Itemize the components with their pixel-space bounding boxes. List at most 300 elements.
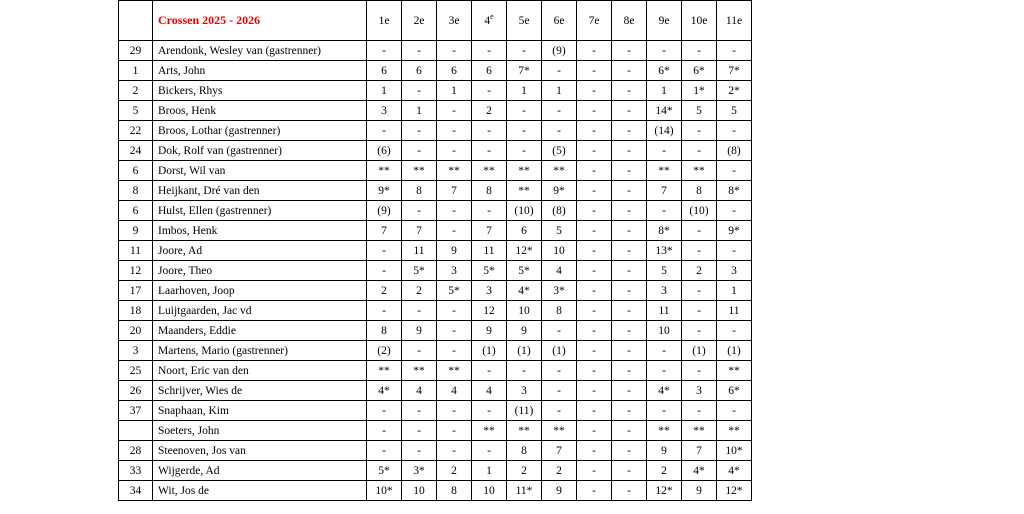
result-cell-race-6: - [542,381,577,401]
points-cell: 18 [119,301,153,321]
result-cell-race-1: (9) [367,201,402,221]
result-cell-race-5: 2 [507,461,542,481]
rider-name-cell: Dok, Rolf van (gastrenner) [153,141,367,161]
result-cell-race-3: - [437,201,472,221]
result-cell-race-5: 4* [507,281,542,301]
result-cell-race-5: 6 [507,221,542,241]
result-cell-race-9: 3 [647,281,682,301]
result-cell-race-8: - [612,441,647,461]
race-header-3: 3e [437,1,472,41]
race-header-6: 6e [542,1,577,41]
result-cell-race-10: - [682,361,717,381]
race-header-8: 8e [612,1,647,41]
result-cell-race-5: - [507,141,542,161]
result-cell-race-6: 1 [542,81,577,101]
result-cell-race-10: - [682,121,717,141]
result-cell-race-2: - [402,141,437,161]
result-cell-race-9: - [647,201,682,221]
result-cell-race-3: - [437,121,472,141]
header-row [119,1,752,41]
rider-name-cell: Wijgerde, Ad [153,461,367,481]
points-cell: 37 [119,401,153,421]
result-cell-race-7: - [577,261,612,281]
points-cell: 6 [119,161,153,181]
points-cell: 20 [119,321,153,341]
table-row [119,141,752,161]
result-cell-race-4: - [472,41,507,61]
result-cell-race-5: 3 [507,381,542,401]
race-header-5: 5e [507,1,542,41]
result-cell-race-4: - [472,121,507,141]
result-cell-race-4: - [472,441,507,461]
result-cell-race-8: - [612,321,647,341]
result-cell-race-5: 5* [507,261,542,281]
result-cell-race-9: 13* [647,241,682,261]
points-cell: 22 [119,121,153,141]
rider-name-cell: Snaphaan, Kim [153,401,367,421]
result-cell-race-8: - [612,221,647,241]
result-cell-race-4: 6 [472,61,507,81]
points-cell: 24 [119,141,153,161]
points-cell: 6 [119,201,153,221]
result-cell-race-1: ** [367,161,402,181]
result-cell-race-2: 8 [402,181,437,201]
result-cell-race-8: - [612,401,647,421]
points-cell: 5 [119,101,153,121]
result-cell-race-4: (1) [472,341,507,361]
rider-name-cell: Schrijver, Wies de [153,381,367,401]
result-cell-race-11: 8* [717,181,752,201]
table-row [119,461,752,481]
rider-name-cell: Luijtgaarden, Jac vd [153,301,367,321]
rider-name-cell: Wit, Jos de [153,481,367,501]
result-cell-race-2: 4 [402,381,437,401]
result-cell-race-4: - [472,201,507,221]
result-cell-race-7: - [577,241,612,261]
result-cell-race-8: - [612,261,647,281]
result-cell-race-10: 9 [682,481,717,501]
result-cell-race-1: 1 [367,81,402,101]
result-cell-race-9: 14* [647,101,682,121]
rider-name-cell: Joore, Theo [153,261,367,281]
result-cell-race-4: 5* [472,261,507,281]
table-row [119,301,752,321]
table-row [119,201,752,221]
result-cell-race-3: ** [437,361,472,381]
table-body [119,41,752,501]
result-cell-race-5: 7* [507,61,542,81]
result-cell-race-10: - [682,401,717,421]
result-cell-race-9: - [647,41,682,61]
rider-name-cell: Dorst, Wil van [153,161,367,181]
points-cell: 34 [119,481,153,501]
result-cell-race-6: 3* [542,281,577,301]
result-cell-race-6: 4 [542,261,577,281]
result-cell-race-8: - [612,361,647,381]
result-cell-race-5: - [507,41,542,61]
result-cell-race-7: - [577,181,612,201]
result-cell-race-3: - [437,441,472,461]
table-title: Crossen 2025 - 2026 [153,1,367,41]
result-cell-race-8: - [612,141,647,161]
result-cell-race-2: 10 [402,481,437,501]
points-cell: 29 [119,41,153,61]
result-cell-race-1: 4* [367,381,402,401]
result-cell-race-3: ** [437,161,472,181]
table-row [119,261,752,281]
result-cell-race-3: 8 [437,481,472,501]
result-cell-race-7: - [577,341,612,361]
result-cell-race-7: - [577,81,612,101]
standings-table [118,0,752,501]
result-cell-race-5: (1) [507,341,542,361]
result-cell-race-6: - [542,101,577,121]
result-cell-race-3: 2 [437,461,472,481]
result-cell-race-2: - [402,401,437,421]
result-cell-race-6: 9 [542,481,577,501]
result-cell-race-4: - [472,141,507,161]
result-cell-race-2: 9 [402,321,437,341]
result-cell-race-2: 11 [402,241,437,261]
rider-name-cell: Soeters, John [153,421,367,441]
result-cell-race-2: - [402,301,437,321]
result-cell-race-6: 8 [542,301,577,321]
rider-name-cell: Broos, Lothar (gastrenner) [153,121,367,141]
result-cell-race-9: 9 [647,441,682,461]
result-cell-race-4: - [472,401,507,421]
result-cell-race-9: 10 [647,321,682,341]
result-cell-race-8: - [612,301,647,321]
result-cell-race-10: ** [682,421,717,441]
result-cell-race-4: 11 [472,241,507,261]
result-cell-race-10: - [682,241,717,261]
table-row [119,241,752,261]
result-cell-race-11: - [717,241,752,261]
table-row [119,121,752,141]
result-cell-race-11: - [717,121,752,141]
table-row [119,101,752,121]
result-cell-race-2: - [402,201,437,221]
table-row [119,61,752,81]
rider-name-cell: Martens, Mario (gastrenner) [153,341,367,361]
result-cell-race-1: - [367,241,402,261]
result-cell-race-2: - [402,421,437,441]
result-cell-race-7: - [577,461,612,481]
result-cell-race-1: - [367,301,402,321]
table-row [119,441,752,461]
race-header-2: 2e [402,1,437,41]
result-cell-race-5: 9 [507,321,542,341]
result-cell-race-6: 10 [542,241,577,261]
result-cell-race-3: 9 [437,241,472,261]
result-cell-race-11: 11 [717,301,752,321]
result-cell-race-2: ** [402,161,437,181]
points-cell: 8 [119,181,153,201]
result-cell-race-10: - [682,281,717,301]
result-cell-race-10: 4* [682,461,717,481]
result-cell-race-4: 3 [472,281,507,301]
table-row [119,381,752,401]
result-cell-race-1: - [367,41,402,61]
result-cell-race-10: 3 [682,381,717,401]
result-cell-race-8: - [612,81,647,101]
result-cell-race-11: - [717,401,752,421]
result-cell-race-11: 4* [717,461,752,481]
result-cell-race-7: - [577,221,612,241]
result-cell-race-11: 2* [717,81,752,101]
result-cell-race-3: - [437,321,472,341]
rider-name-cell: Noort, Eric van den [153,361,367,381]
result-cell-race-1: - [367,421,402,441]
result-cell-race-5: (11) [507,401,542,421]
result-cell-race-5: 10 [507,301,542,321]
result-cell-race-4: 7 [472,221,507,241]
result-cell-race-9: 11 [647,301,682,321]
result-cell-race-9: 2 [647,461,682,481]
result-cell-race-1: - [367,121,402,141]
result-cell-race-4: 1 [472,461,507,481]
result-cell-race-11: 9* [717,221,752,241]
result-cell-race-11: ** [717,421,752,441]
rider-name-cell: Laarhoven, Joop [153,281,367,301]
result-cell-race-10: 7 [682,441,717,461]
result-cell-race-5: ** [507,181,542,201]
points-cell: 2 [119,81,153,101]
result-cell-race-8: - [612,41,647,61]
result-cell-race-9: 1 [647,81,682,101]
table-row [119,341,752,361]
result-cell-race-3: - [437,301,472,321]
result-cell-race-5: 8 [507,441,542,461]
result-cell-race-10: 2 [682,261,717,281]
result-cell-race-4: 12 [472,301,507,321]
result-cell-race-7: - [577,281,612,301]
result-cell-race-8: - [612,461,647,481]
result-cell-race-11: 5 [717,101,752,121]
result-cell-race-7: - [577,161,612,181]
result-cell-race-8: - [612,121,647,141]
result-cell-race-6: (1) [542,341,577,361]
result-cell-race-3: 3 [437,261,472,281]
result-cell-race-3: - [437,221,472,241]
result-cell-race-8: - [612,341,647,361]
result-cell-race-3: 1 [437,81,472,101]
result-cell-race-4: 4 [472,381,507,401]
result-cell-race-7: - [577,201,612,221]
points-cell: 3 [119,341,153,361]
result-cell-race-10: (10) [682,201,717,221]
result-cell-race-10: - [682,301,717,321]
result-cell-race-2: - [402,41,437,61]
result-cell-race-5: (10) [507,201,542,221]
rider-name-cell: Hulst, Ellen (gastrenner) [153,201,367,221]
result-cell-race-10: - [682,41,717,61]
result-cell-race-3: 5* [437,281,472,301]
rider-name-cell: Broos, Henk [153,101,367,121]
result-cell-race-8: - [612,381,647,401]
result-cell-race-7: - [577,61,612,81]
race-header-1: 1e [367,1,402,41]
result-cell-race-5: 11* [507,481,542,501]
table-header [119,1,752,41]
result-cell-race-1: - [367,261,402,281]
points-header [119,1,153,41]
result-cell-race-6: 2 [542,461,577,481]
table-row [119,81,752,101]
table-row [119,421,752,441]
result-cell-race-9: 8* [647,221,682,241]
result-cell-race-8: - [612,241,647,261]
race-header-4-text: 4e [484,11,494,27]
result-cell-race-9: - [647,141,682,161]
result-cell-race-1: 8 [367,321,402,341]
result-cell-race-4: 8 [472,181,507,201]
points-cell: 26 [119,381,153,401]
race-header-11: 11e [717,1,752,41]
result-cell-race-7: - [577,141,612,161]
result-cell-race-5: 12* [507,241,542,261]
result-cell-race-10: 5 [682,101,717,121]
result-cell-race-5: - [507,121,542,141]
result-cell-race-9: - [647,341,682,361]
result-cell-race-7: - [577,41,612,61]
result-cell-race-1: (2) [367,341,402,361]
result-cell-race-2: 6 [402,61,437,81]
result-cell-race-11: 6* [717,381,752,401]
result-cell-race-10: - [682,141,717,161]
result-cell-race-11: 12* [717,481,752,501]
result-cell-race-3: - [437,401,472,421]
result-cell-race-2: - [402,441,437,461]
result-cell-race-1: 10* [367,481,402,501]
result-cell-race-11: - [717,201,752,221]
result-cell-race-1: 5* [367,461,402,481]
table-row [119,321,752,341]
result-cell-race-8: - [612,161,647,181]
table-row [119,281,752,301]
result-cell-race-7: - [577,421,612,441]
points-cell: 11 [119,241,153,261]
race-header-7: 7e [577,1,612,41]
result-cell-race-8: - [612,61,647,81]
result-cell-race-1: 3 [367,101,402,121]
table-row [119,41,752,61]
result-cell-race-3: 7 [437,181,472,201]
result-cell-race-3: - [437,421,472,441]
result-cell-race-3: - [437,101,472,121]
table-row [119,161,752,181]
result-cell-race-3: - [437,41,472,61]
result-cell-race-11: ** [717,361,752,381]
result-cell-race-1: ** [367,361,402,381]
result-cell-race-7: - [577,481,612,501]
result-cell-race-10: 8 [682,181,717,201]
result-cell-race-3: 4 [437,381,472,401]
result-cell-race-4: 2 [472,101,507,121]
result-cell-race-2: ** [402,361,437,381]
result-cell-race-11: 1 [717,281,752,301]
result-cell-race-4: ** [472,161,507,181]
result-cell-race-9: 5 [647,261,682,281]
result-cell-race-4: 10 [472,481,507,501]
result-cell-race-9: ** [647,421,682,441]
result-cell-race-2: - [402,341,437,361]
result-cell-race-5: - [507,101,542,121]
result-cell-race-4: ** [472,421,507,441]
points-cell: 9 [119,221,153,241]
result-cell-race-11: 7* [717,61,752,81]
result-cell-race-8: - [612,481,647,501]
result-cell-race-1: - [367,401,402,421]
result-cell-race-8: - [612,101,647,121]
result-cell-race-6: - [542,401,577,421]
result-cell-race-7: - [577,441,612,461]
table-row [119,481,752,501]
result-cell-race-7: - [577,121,612,141]
result-cell-race-9: 7 [647,181,682,201]
rider-name-cell: Bickers, Rhys [153,81,367,101]
result-cell-race-2: - [402,81,437,101]
rider-name-cell: Steenoven, Jos van [153,441,367,461]
result-cell-race-4: 9 [472,321,507,341]
result-cell-race-6: (5) [542,141,577,161]
result-cell-race-1: 6 [367,61,402,81]
result-cell-race-7: - [577,321,612,341]
result-cell-race-9: 12* [647,481,682,501]
table-row [119,401,752,421]
rider-name-cell: Joore, Ad [153,241,367,261]
points-cell: 1 [119,61,153,81]
result-cell-race-7: - [577,301,612,321]
result-cell-race-1: 7 [367,221,402,241]
result-cell-race-6: (8) [542,201,577,221]
result-cell-race-8: - [612,201,647,221]
points-cell: 33 [119,461,153,481]
result-cell-race-11: 10* [717,441,752,461]
result-cell-race-8: - [612,181,647,201]
rider-name-cell: Heijkant, Dré van den [153,181,367,201]
rider-name-cell: Arts, John [153,61,367,81]
result-cell-race-9: - [647,361,682,381]
result-cell-race-5: ** [507,421,542,441]
result-cell-race-4: - [472,361,507,381]
result-cell-race-7: - [577,401,612,421]
result-cell-race-9: ** [647,161,682,181]
result-cell-race-5: ** [507,161,542,181]
result-cell-race-3: 6 [437,61,472,81]
rider-name-cell: Imbos, Henk [153,221,367,241]
result-cell-race-5: 1 [507,81,542,101]
result-cell-race-6: 5 [542,221,577,241]
result-cell-race-8: - [612,421,647,441]
result-cell-race-11: (8) [717,141,752,161]
result-cell-race-2: 7 [402,221,437,241]
result-cell-race-11: - [717,321,752,341]
result-cell-race-11: (1) [717,341,752,361]
result-cell-race-4: - [472,81,507,101]
result-cell-race-8: - [612,281,647,301]
result-cell-race-6: ** [542,161,577,181]
race-header-9: 9e [647,1,682,41]
result-cell-race-9: (14) [647,121,682,141]
result-cell-race-10: 1* [682,81,717,101]
result-cell-race-10: - [682,221,717,241]
result-cell-race-1: 2 [367,281,402,301]
result-cell-race-7: - [577,381,612,401]
result-cell-race-10: - [682,321,717,341]
points-cell: 28 [119,441,153,461]
table-row [119,221,752,241]
